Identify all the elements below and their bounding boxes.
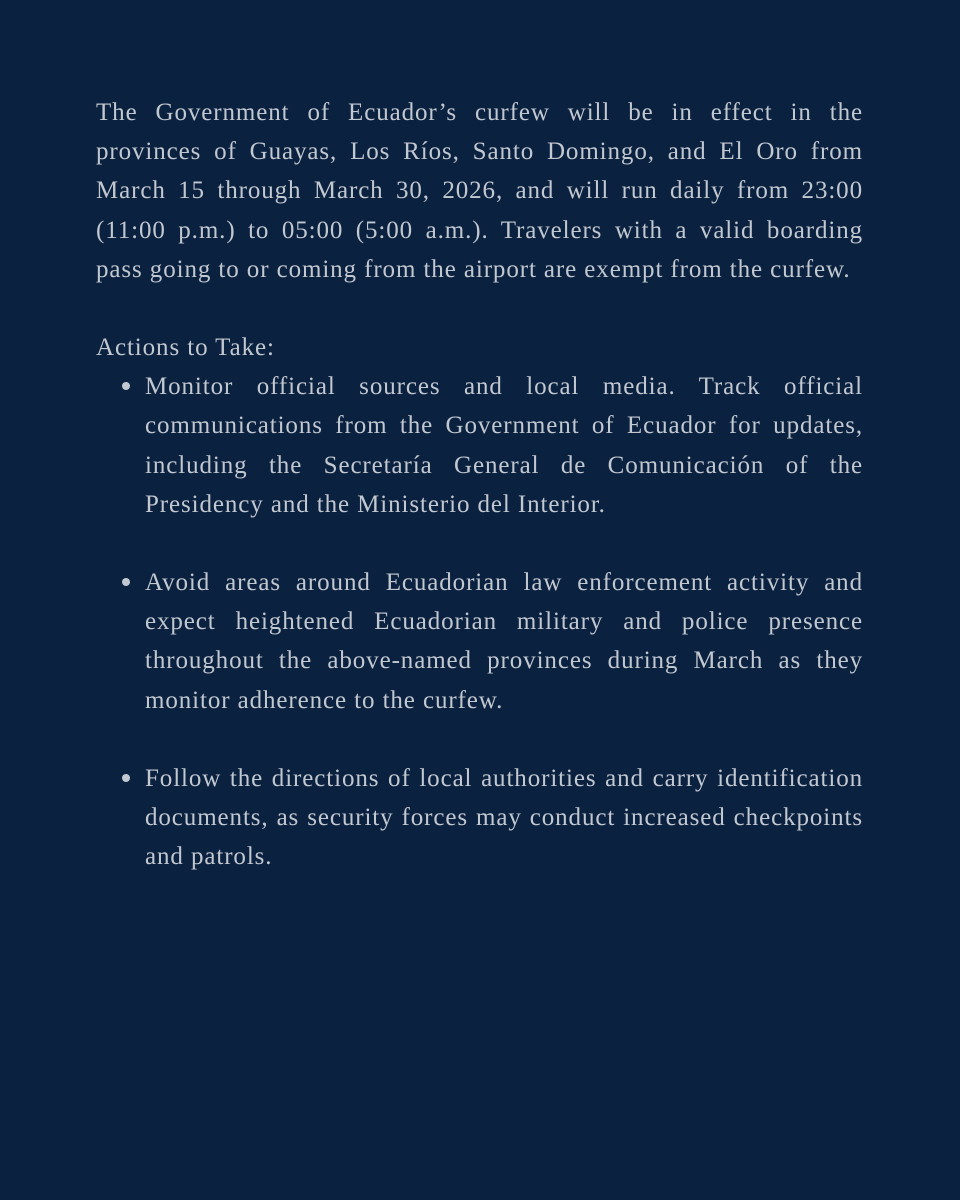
actions-heading: Actions to Take: xyxy=(96,334,275,362)
action-item-avoid-areas xyxy=(145,563,863,720)
actions-list xyxy=(96,367,863,876)
action-item-text: Monitor official sources and local media. Track official communications from the Government of Ecuador for updates, including the Secretaría General de Comunicación of the Presidency and the Ministerio del Interior. xyxy=(145,373,863,518)
bullet-icon xyxy=(122,382,130,390)
action-item-text: Follow the directions of local authorities and carry identification documents, as security forces may conduct increased checkpoints and patrols. xyxy=(145,764,863,871)
bullet-icon xyxy=(122,774,130,782)
action-item-text: Avoid areas around Ecuadorian law enforcement activity and expect heightened Ecuadorian military and police presence throughout the above-named provinces during March as they monitor adherence to the curfew. xyxy=(145,569,863,714)
action-item-monitor-sources xyxy=(145,367,863,524)
advisory-document xyxy=(96,93,863,876)
bullet-icon xyxy=(122,578,130,586)
intro-paragraph: The Government of Ecuador’s curfew will be in effect in the provinces of Guayas, Los Ríos, Santo Domingo, and El Oro from March 15 through March 30, 2026, and will run daily from 23:00 (11:00 p.m.) to 05:00 (5:00 a.m.). Travelers with a valid boarding pass going to or coming from the airport are exempt from the curfew. xyxy=(96,99,863,283)
action-item-follow-directions xyxy=(145,759,863,877)
